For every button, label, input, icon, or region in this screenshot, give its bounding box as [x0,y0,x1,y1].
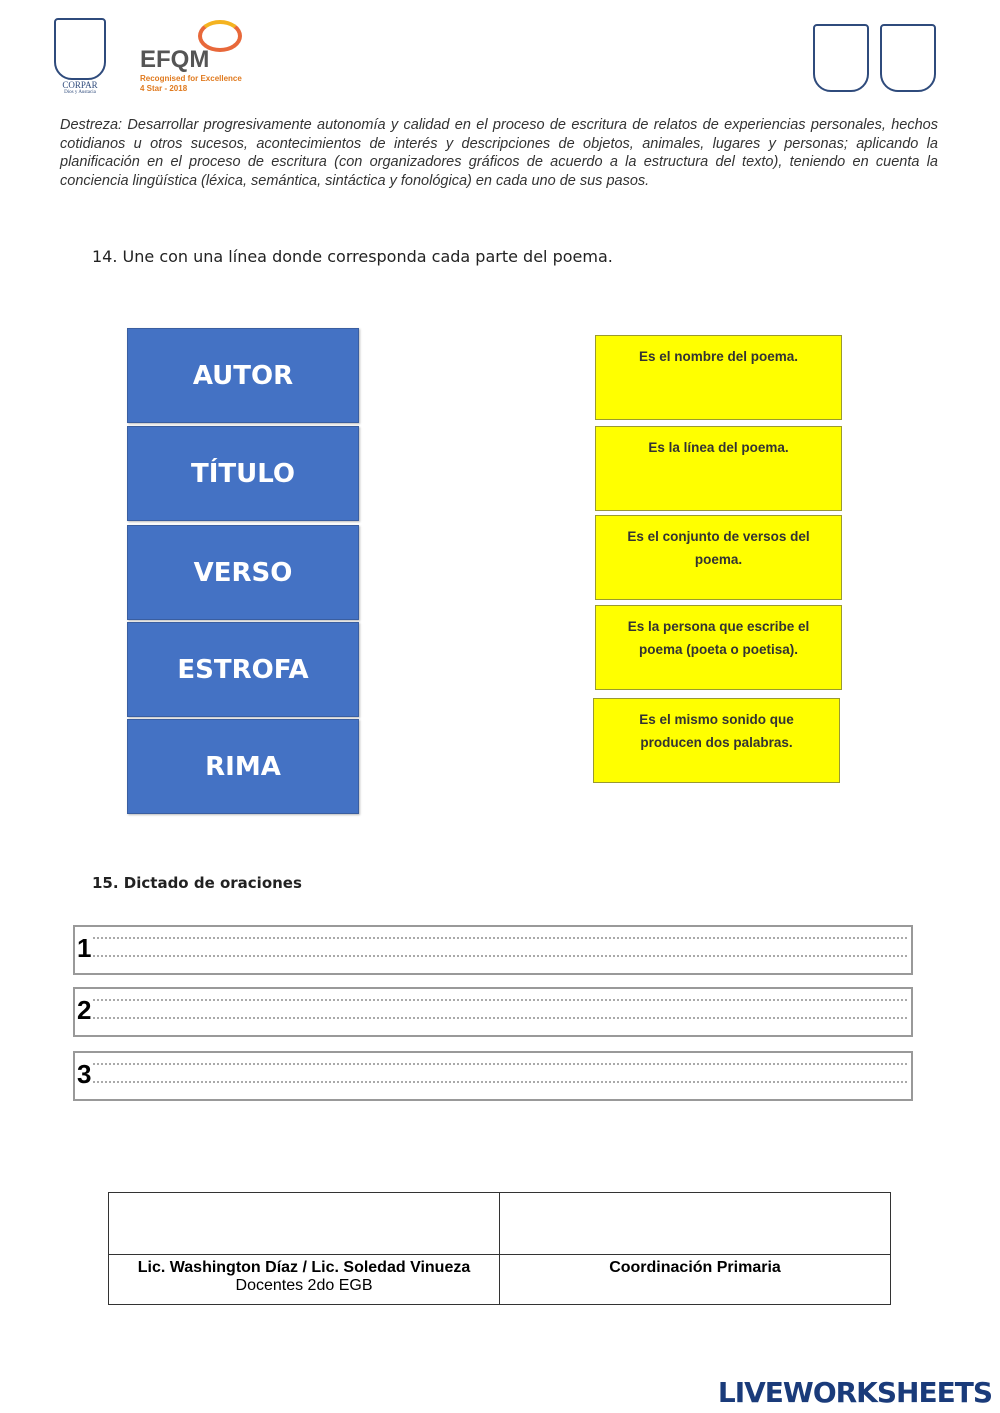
term-estrofa[interactable]: ESTROFA [127,622,359,717]
definition-2[interactable]: Es la línea del poema. [595,426,842,511]
dictation-line-2[interactable] [73,987,913,1037]
signature-space-left [109,1193,500,1255]
efqm-line1: Recognised for Excellence [140,74,242,83]
dictation-line-1[interactable] [73,925,913,975]
signature-left [109,1255,500,1305]
line-number: 1 [77,933,92,963]
term-titulo[interactable]: TÍTULO [127,426,359,521]
efqm-line2: 4 Star - 2018 [140,84,188,93]
line-number: 3 [77,1059,92,1089]
dictation-line-3[interactable] [73,1051,913,1101]
definition-3[interactable]: Es el conjunto de versos del poema. [595,515,842,600]
term-verso[interactable]: VERSO [127,525,359,620]
corpar-motto: Dios y Austacia [64,90,96,95]
line-number: 2 [77,995,92,1025]
efqm-logo [140,46,242,94]
liveworksheets-logo: LIVEWORKSHEETS [717,1376,992,1409]
teacher-names: Lic. Washington Díaz / Lic. Soledad Vinueza [137,1259,471,1276]
term-rima[interactable]: RIMA [127,719,359,814]
term-autor[interactable]: AUTOR [127,328,359,423]
question-14-title: 14. Une con una línea donde corresponda cada parte del poema. [92,247,613,266]
definition-5[interactable]: Es el mismo sonido que producen dos palabras. [593,698,840,783]
corpar-label: CORPAR [62,80,98,90]
teacher-role: Docentes 2do EGB [235,1277,373,1294]
definition-4[interactable]: Es la persona que escribe el poema (poeta o poetisa). [595,605,842,690]
corpar-shield-icon [54,18,106,80]
corpar-logo [54,18,106,95]
signature-table [108,1192,891,1305]
destreza-text: Destreza: Desarrollar progresivamente autonomía y calidad en el proceso de escritura de relatos de experiencias personales, hechos cotidianos u otros sucesos, acontecimientos de interés y descripciones de objetos, animales, lugares y personas; aplicando la planificación en el proceso de escritura (con organizadores gráficos de acuerdo a la estructura del texto), teniendo en cuenta la conciencia lingüística (léxica, semántica, sintáctica y fonológica) en cada uno de sus pasos. [60,117,938,189]
signature-right [500,1255,891,1305]
coordination-label: Coordinación Primaria [609,1259,781,1276]
school-crest-icon [813,24,869,92]
question-15-title: 15. Dictado de oraciones [92,874,302,892]
definition-1[interactable]: Es el nombre del poema. [595,335,842,420]
signature-space-right [500,1193,891,1255]
school-crest-icon-2 [880,24,936,92]
efqm-title: EFQM [140,46,210,73]
